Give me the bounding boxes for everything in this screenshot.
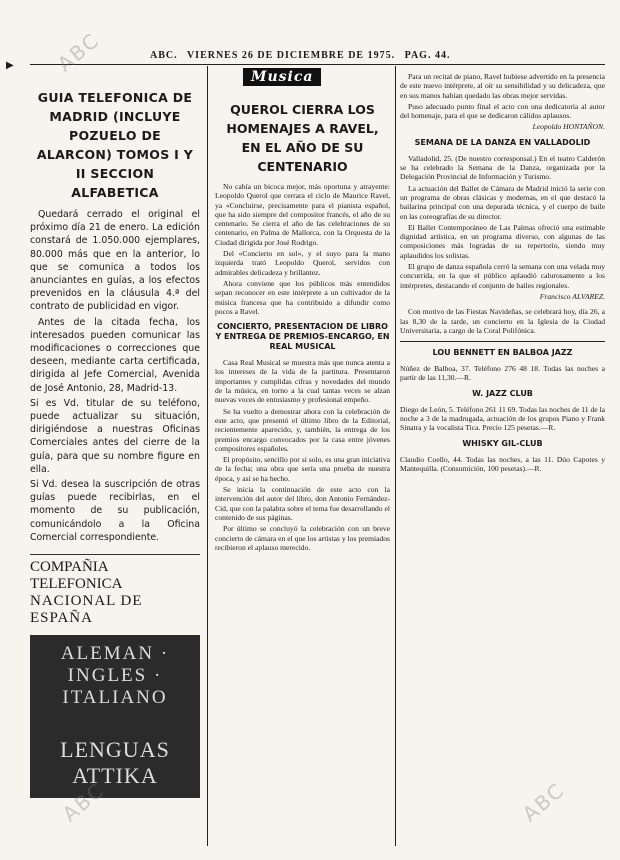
music-sub-paragraph: Casa Real Musical se muestra más que nunca atenta a los intereses de la vida de la partitura. Presentaron importantes y cumplidas cifras y novedades del mundo de la música, en torno a la cual tantas veces se alzan nuevas voces de entusiasmo y profesional empeño.	[215, 358, 390, 405]
masthead-rule	[30, 64, 605, 65]
dance-paragraph: El grupo de danza española cerró la semana con una velada muy concurrida, en la que el público aplaudió calurosamente a los intérpretes, destacando el conjunto de bailes regionales.	[400, 262, 605, 290]
intro-body	[400, 72, 605, 120]
masthead-date: VIERNES 26 DE DICIEMBRE DE 1975.	[186, 50, 396, 61]
music-body	[215, 182, 390, 316]
whisky-club-title: WHISKY GIL-CLUB	[462, 438, 543, 448]
jazz-w-text: Diego de León, 5. Teléfono 261 11 69. Todas las noches de 11 de la noche a 3 de la madrugada, actuación de los grupos Piano y Frank Sinatra y la vocalista Tica. Precio 125 pesetas.—R.	[400, 404, 605, 433]
ad-languages: ALEMAN · INGLES · ITALIANO	[60, 643, 170, 709]
signature-alvarez: Francisco ALVAREZ.	[539, 291, 605, 301]
watermark: ABC	[52, 27, 105, 77]
column-divider	[207, 66, 208, 846]
telephone-guide-column	[30, 88, 200, 848]
music-sub-paragraph: Se inicia la continuación de este acto con la intervención del autor del libro, don Antonio Fernández-Cid, que con la palabra sobre el tema fue desarrollando el contenido de sus páginas.	[215, 485, 390, 522]
whisky-club-text: Claudio Coello, 44. Todas las noches, a las 11. Dúo Capotes y Mantequilla. (Consumición, 100 pesetas).—R.	[400, 454, 605, 473]
dance-title: SEMANA DE LA DANZA EN VALLADOLID	[414, 137, 591, 147]
christmas-paragraph: Con motivo de las Fiestas Navideñas, se celebrará hoy, día 26, a las 8,30 de la tarde, un concierto en la Iglesia de la Ciudad Universitaria, a cargo de la Coral Polifónica.	[400, 307, 605, 335]
masthead	[150, 50, 610, 62]
company-line-1: COMPAÑIA TELEFONICA	[30, 559, 123, 593]
guide-body	[30, 208, 200, 544]
christmas-notice	[400, 307, 605, 335]
music-sub-body	[215, 358, 390, 552]
music-paragraph: Ahora conviene que los públicos más entendidos sepan reconocer en este intérprete a un cultivador de la música francesa que ha contribuido a difundir como pocos a Ravel.	[215, 278, 390, 316]
jazz-w-title: W. JAZZ CLUB	[472, 388, 533, 398]
dance-paragraph: Valladolid, 25. (De nuestro corresponsal.) En el teatro Calderón se ha celebrado la Semana de la Danza, organizada por la Delegación Provincial de Información y Turismo.	[400, 153, 605, 182]
music-subheadline: CONCIERTO, PRESENTACION DE LIBRO Y ENTREGA DE PREMIOS-ENCARGO, EN REAL MUSICAL	[215, 322, 390, 352]
page-marker-icon: ▶	[6, 60, 14, 71]
guide-title: GUIA TELEFONICA DE MADRID (INCLUYE POZUELO DE ALARCON) TOMOS I Y II SECCION ALFABETICA	[36, 90, 194, 200]
intro-paragraph: Puso adecuado punto final el acto con una dedicatoria al autor del homenaje, para el que se dedicaron cálidos aplausos.	[400, 101, 605, 121]
signature-hontanon: Leopoldo HONTAÑON.	[532, 122, 605, 132]
masthead-page: PAG. 44.	[404, 50, 451, 61]
music-headline: QUEROL CIERRA LOS HOMENAJES A RAVEL, EN EL AÑO DE SU CENTENARIO	[226, 102, 379, 174]
dance-paragraph: El Ballet Contemporáneo de Las Palmas ofreció una estimable dignidad artística, en un programa diverso, con algunas de las composiciones más logradas de su repertorio, siendo muy aplaudidos los solistas.	[400, 222, 605, 260]
ad-school-name: LENGUAS ATTIKA	[60, 737, 170, 789]
music-sub-paragraph: Se ha vuelto a demostrar ahora con la celebración de este acto, que presentó el último libro de la Editorial, recientemente aparecido, y, también, la entrega de los premios encargo convocados por la casa entre jóvenes compositores españoles.	[215, 406, 390, 453]
music-sub-paragraph: Por último se concluyó la celebración con un breve concierto de cámara en el que los artistas y los premiados recibieron el aplauso merecido.	[215, 524, 390, 552]
watermark: ABC	[57, 777, 110, 827]
company-name	[30, 554, 200, 627]
section-tag-music: Musica	[243, 68, 321, 86]
music-paragraph: Del «Concierto en sol», y el suyo para la mano izquierda trató Leopoldo Querol, servidos con admirables delicadeza y brillantez.	[215, 249, 390, 277]
column-divider	[395, 66, 396, 846]
jazz-balboa-text: Núñez de Balboa, 37. Teléfono 276 48 18. Todas las noches a partir de las 11,30.—R.	[400, 364, 605, 383]
music-sub-paragraph: El propósito, sencillo por sí solo, es una gran iniciativa de la fecha; una obra que sería una prueba de nuestra época, y así se ha hecho.	[215, 455, 390, 483]
guide-paragraph: Si Vd. desea la suscripción de otras guías puede recibirlas, en el momento de su publicación, comunicándolo a la Oficina Comercial correspondiente.	[30, 479, 200, 543]
company-line-2: NACIONAL DE ESPAÑA	[30, 593, 143, 627]
music-paragraph: No cabía un bicoca mejor, más oportuna y atrayente: Leopoldo Querol que cerrara el ciclo de Maurice Ravel, ya «Concluirse, precisamente para el pianista español, que ha sido siempre del compositor francés, el año de su centenario. Se cierra el año de las celebraciones de su centenario, en Palma de Mallorca, con la Orquesta de la Ciudad dirigida por José Rodrigo.	[215, 182, 390, 247]
music-column	[215, 66, 390, 846]
intro-paragraph: Para un recital de piano, Ravel hubiese advertido en la presencia de este nuevo intérprete, al oír su sensibilidad y su delicadeza, que en sus manos habían quedado las obras mejor servidas.	[400, 72, 605, 100]
dance-body	[400, 154, 605, 290]
arts-column	[400, 66, 605, 846]
guide-paragraph: Si es Vd. titular de su teléfono, puede actualizar su situación, dirigiéndose a nuestras Oficinas Comerciales antes del cierre de la guía, para que su nombre figure en ella.	[30, 397, 200, 475]
section-rule	[400, 341, 605, 342]
watermark: ABC	[517, 777, 570, 827]
guide-paragraph: Antes de la citada fecha, los interesados pueden comunicar las modificaciones o correcciones que deseen, mediante carta certificada, dirigida al Jefe Comercial, Avenida de José Antonio, 28, Madrid-13.	[30, 316, 200, 394]
dance-paragraph: La actuación del Ballet de Cámara de Madrid inició la serie con un programa de obras clásicas y modernas, en el que destacó la bailarina principal con una depurada técnica, y el cuerpo de baile en las coreografías de su director.	[400, 183, 605, 221]
masthead-paper: ABC.	[150, 50, 178, 61]
guide-paragraph: Quedará cerrado el original el próximo día 21 de enero. La edición constará de 1.050.000 ejemplares, 80.000 más que en la anterior, lo que se comunica a todos los anunciantes en guías, a los efectos prevenidos en la cláusula 4.ª del contrato de publicidad en vigor.	[30, 209, 200, 313]
language-school-ad	[30, 635, 200, 798]
jazz-balboa-title: LOU BENNETT EN BALBOA JAZZ	[432, 348, 573, 358]
